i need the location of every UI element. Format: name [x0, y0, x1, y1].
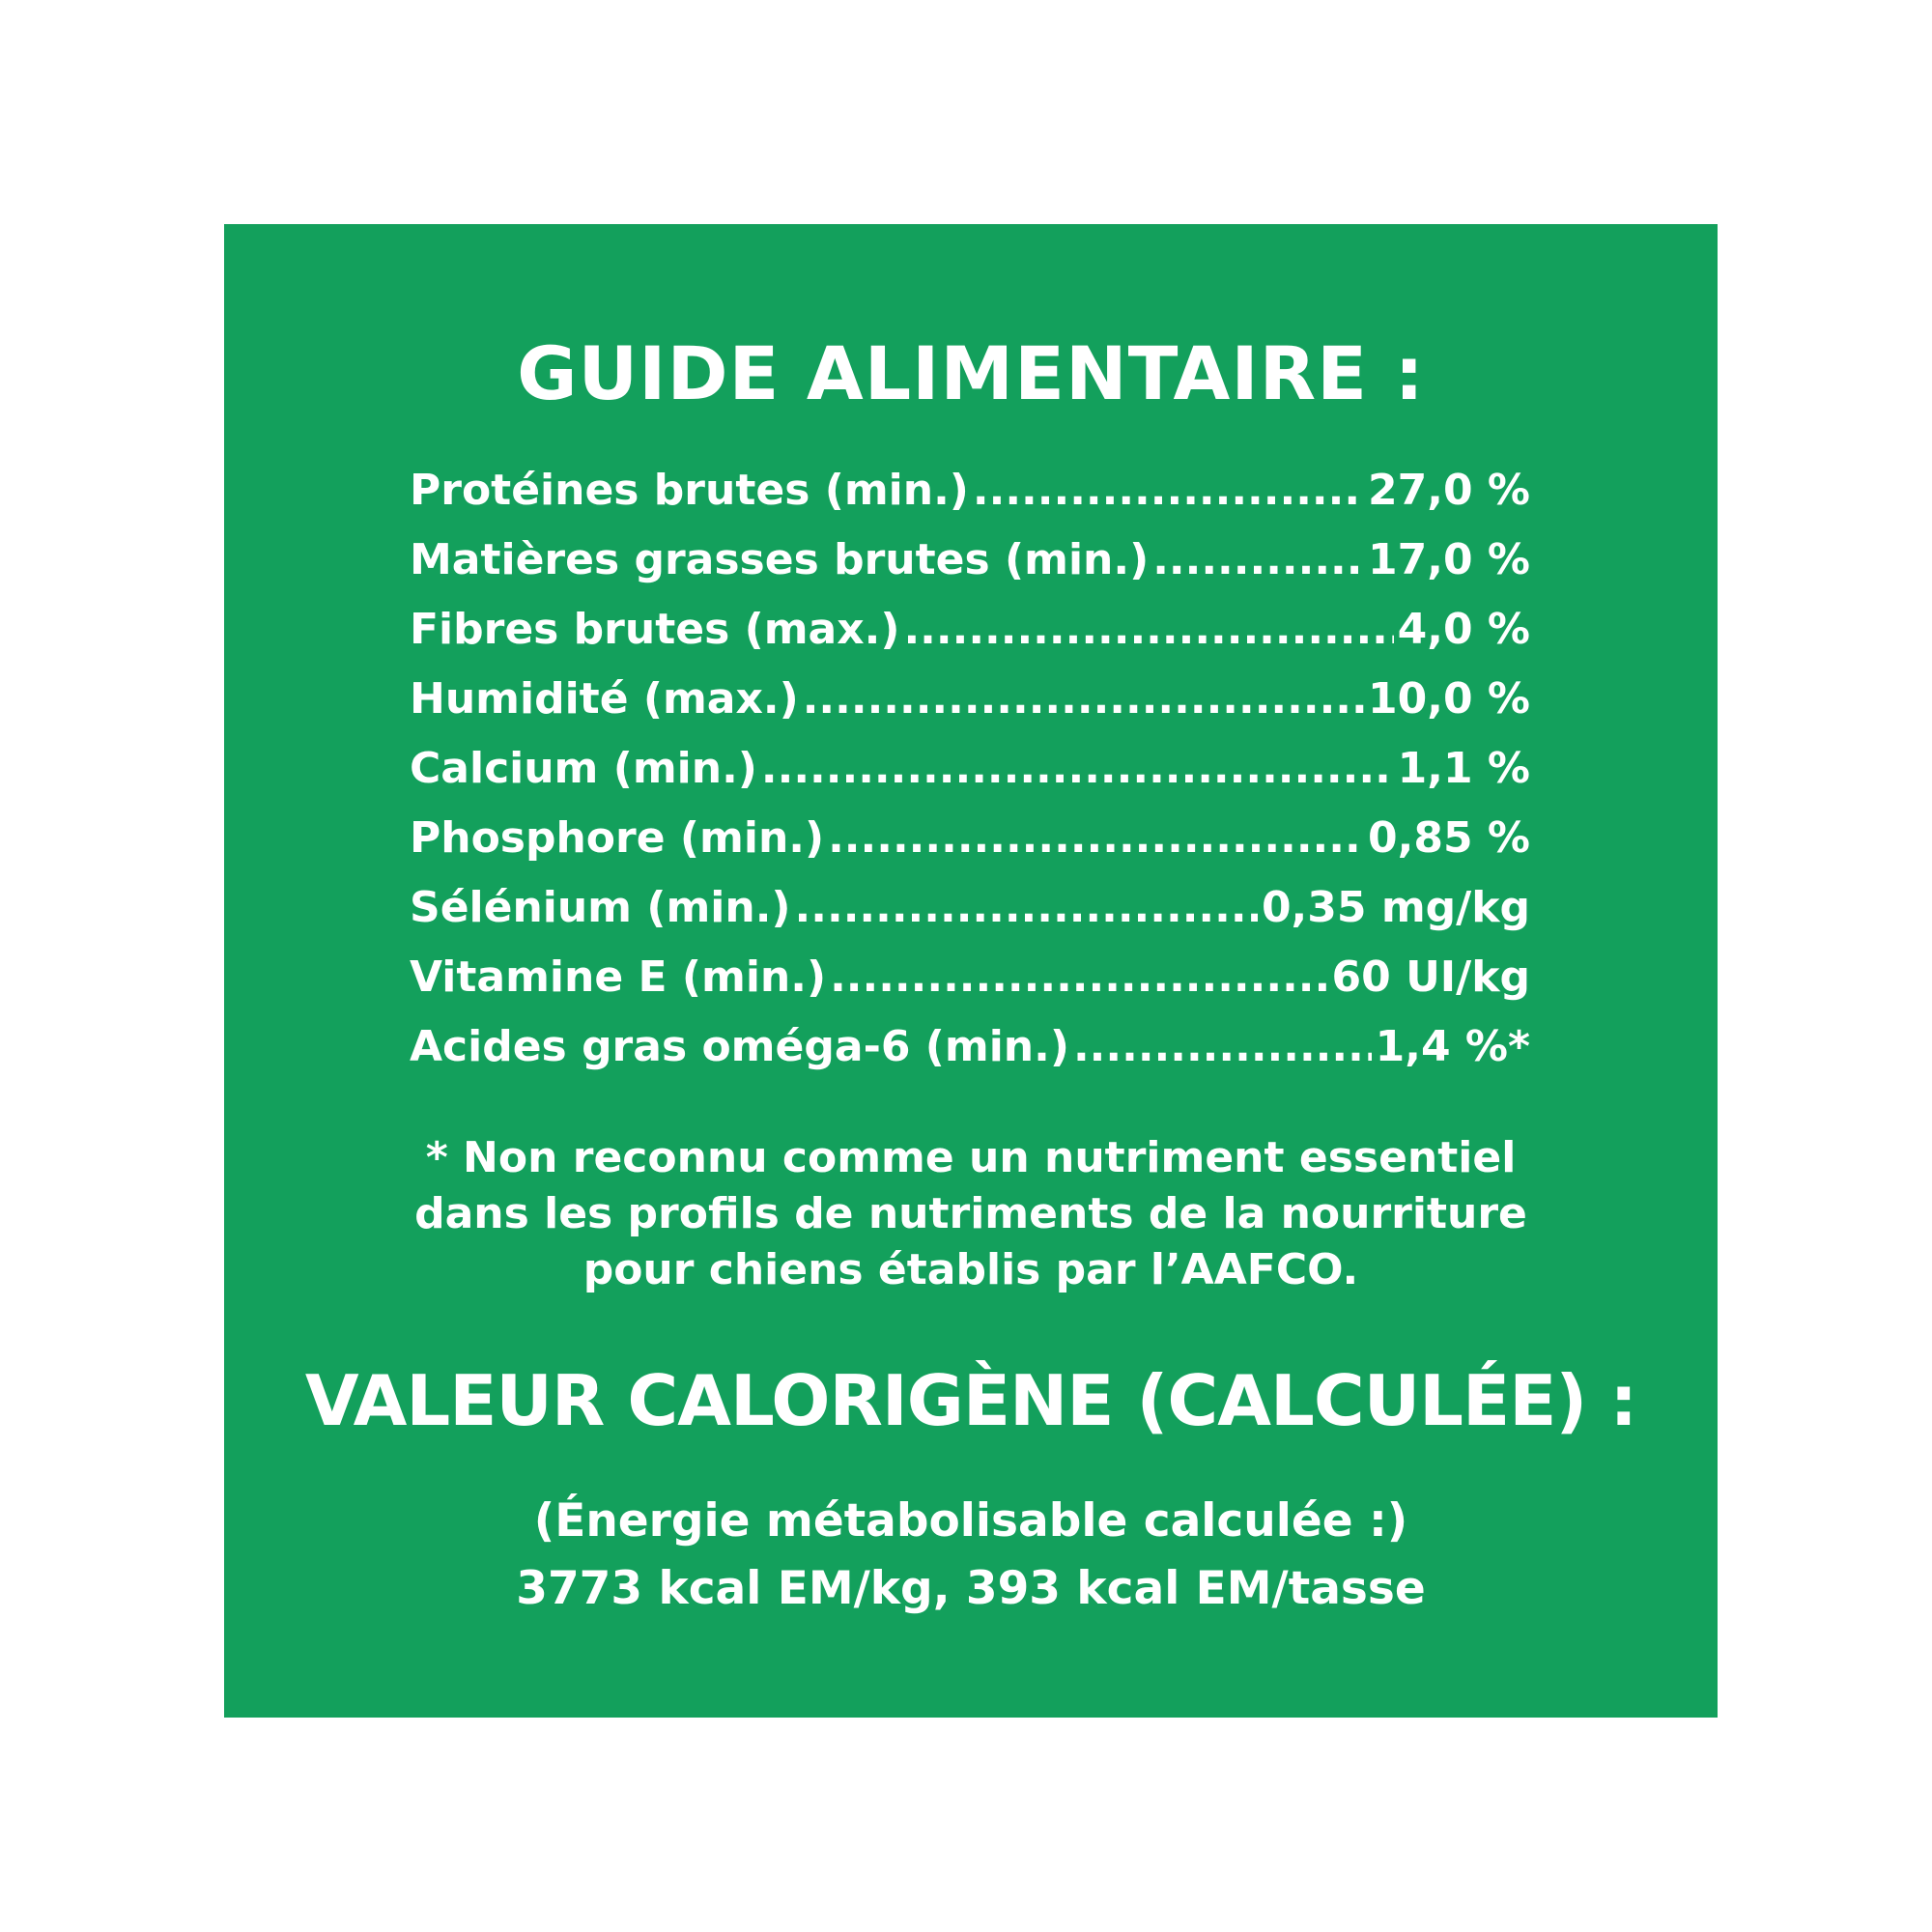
nutrient-row	[410, 674, 1530, 744]
nutrient-row	[410, 605, 1530, 674]
nutrient-value: 17,0 %	[1368, 535, 1530, 584]
nutrient-value: 27,0 %	[1368, 466, 1530, 515]
dot-leader	[795, 883, 1258, 932]
nutrient-list	[410, 466, 1530, 1092]
energy-line: (Énergie métabolisable calculée :)	[533, 1494, 1408, 1548]
nutrient-row	[410, 883, 1530, 952]
calorie-title: VALEUR CALORIGÈNE (CALCULÉE) :	[304, 1360, 1637, 1441]
energy-statement	[263, 1488, 1679, 1623]
nutrient-label: Vitamine E (min.)	[410, 952, 827, 1002]
footnote-line: pour chiens établis par l’AAFCO.	[582, 1245, 1359, 1294]
nutrient-row	[410, 1022, 1530, 1092]
footnote-line: * Non reconnu comme un nutriment essentiel	[425, 1133, 1517, 1182]
aafco-footnote	[282, 1130, 1660, 1298]
nutrient-label: Matières grasses brutes (min.)	[410, 535, 1150, 584]
dot-leader	[903, 605, 1393, 654]
nutrient-value: 10,0 %	[1368, 674, 1530, 724]
nutrient-label: Protéines brutes (min.)	[410, 466, 969, 515]
dot-leader	[761, 744, 1394, 793]
nutrient-row	[410, 535, 1530, 605]
guide-title: GUIDE ALIMENTAIRE :	[517, 330, 1425, 416]
dot-leader	[803, 674, 1364, 724]
nutrient-value: 1,4 %*	[1375, 1022, 1530, 1071]
nutrient-value: 0,85 %	[1368, 813, 1530, 863]
nutrient-value: 1,1 %	[1397, 744, 1530, 793]
nutrient-row	[410, 952, 1530, 1022]
nutrient-label: Phosphore (min.)	[410, 813, 825, 863]
dot-leader	[828, 813, 1364, 863]
nutrient-label: Humidité (max.)	[410, 674, 799, 724]
nutrient-value: 0,35 mg/kg	[1261, 883, 1530, 932]
nutrient-value: 4,0 %	[1397, 605, 1530, 654]
nutrient-row	[410, 744, 1530, 813]
nutrient-label: Acides gras oméga-6 (min.)	[410, 1022, 1069, 1071]
dot-leader	[830, 952, 1327, 1002]
feeding-guide-panel	[224, 224, 1718, 1718]
dot-leader	[1073, 1022, 1372, 1071]
nutrient-label: Fibres brutes (max.)	[410, 605, 900, 654]
footnote-line: dans les profils de nutriments de la nourriture	[414, 1189, 1527, 1238]
energy-line: 3773 kcal EM/kg, 393 kcal EM/tasse	[516, 1562, 1426, 1615]
nutrient-value: 60 UI/kg	[1331, 952, 1530, 1002]
nutrient-row	[410, 466, 1530, 535]
nutrient-label: Sélénium (min.)	[410, 883, 791, 932]
nutrient-label: Calcium (min.)	[410, 744, 757, 793]
dot-leader	[973, 466, 1364, 515]
dot-leader	[1152, 535, 1364, 584]
nutrient-row	[410, 813, 1530, 883]
